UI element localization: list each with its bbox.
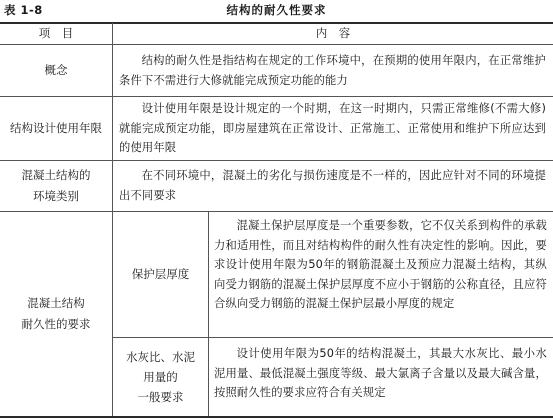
subrow-2-item-cell <box>113 338 208 416</box>
header-item-cell <box>0 23 112 44</box>
subrow-2-content: 设计使用年限为50年的结构混凝土，其最大水灰比、最小水泥用量、最低混凝土强度等级、最大氯离子含量以及最大碱含量，按照耐久性的要求应符合有关规定 <box>214 347 547 399</box>
header-content-cell <box>113 23 553 44</box>
table-title: 结构的耐久性要求 <box>226 3 327 17</box>
row-4-item-cell <box>0 212 112 416</box>
row-3-item-line-2: 环境类别 <box>33 189 79 203</box>
subcolumn-divider <box>208 211 209 416</box>
subrow-2-item-line-3: 一般要求 <box>137 390 184 404</box>
row-3-item-line-1: 混凝土结构的 <box>21 168 91 182</box>
subrow-1-content: 混凝土保护层厚度是一个重要参数，它不仅关系到构件的承载力和适用性，而且对结构构件的耐久性有决定性的影响。因此，要求设计使用年限为50年的钢筋混凝土及预应力混凝土结构，其纵向受力钢筋的混凝土保护层厚度不应小于钢筋的公称直径，且应符合纵向受力钢筋的混凝土保护层最小厚度的规定 <box>214 219 547 310</box>
subrow-1-item-label: 保护层厚度 <box>131 267 190 281</box>
row-3-content: 在不同环境中，混凝土的劣化与损伤速度是不一样的，因此应针对不同的环境提出不同要求 <box>119 169 546 202</box>
row-2-item-label: 结构设计使用年限 <box>10 121 102 135</box>
row-1-item-label: 概念 <box>44 63 68 77</box>
row-1-content: 结构的耐久性是指结构在规定的工作环境中，在预期的使用年限内，在正常维护条件下不需进行大修就能完成预定功能的能力 <box>119 54 546 87</box>
table-number: 表 1-8 <box>4 3 43 17</box>
row-2-content: 设计使用年限是设计规定的一个时期，在这一时期内，只需正常维修(不需大修)就能完成预定功能，即房屋建筑在正常设计、正常施工、正常使用和维护下所应达到的使用年限 <box>119 102 546 154</box>
subrow-1-item-cell <box>113 212 208 337</box>
subrow-2-item-line-1: 水灰比、水泥 <box>126 350 195 364</box>
table-bottom-rule <box>0 416 553 418</box>
row-1-item-cell <box>0 45 112 96</box>
subrow-2-item-line-2: 用量的 <box>143 370 178 384</box>
row-3-item-cell <box>0 161 112 211</box>
row-4-item-line-2: 耐久性的要求 <box>21 317 91 331</box>
header-item-label: 项 目 <box>38 26 74 40</box>
row-4-item-line-1: 混凝土结构 <box>27 296 85 310</box>
row-2-item-cell <box>0 97 112 160</box>
header-content-label: 内 容 <box>315 26 351 40</box>
